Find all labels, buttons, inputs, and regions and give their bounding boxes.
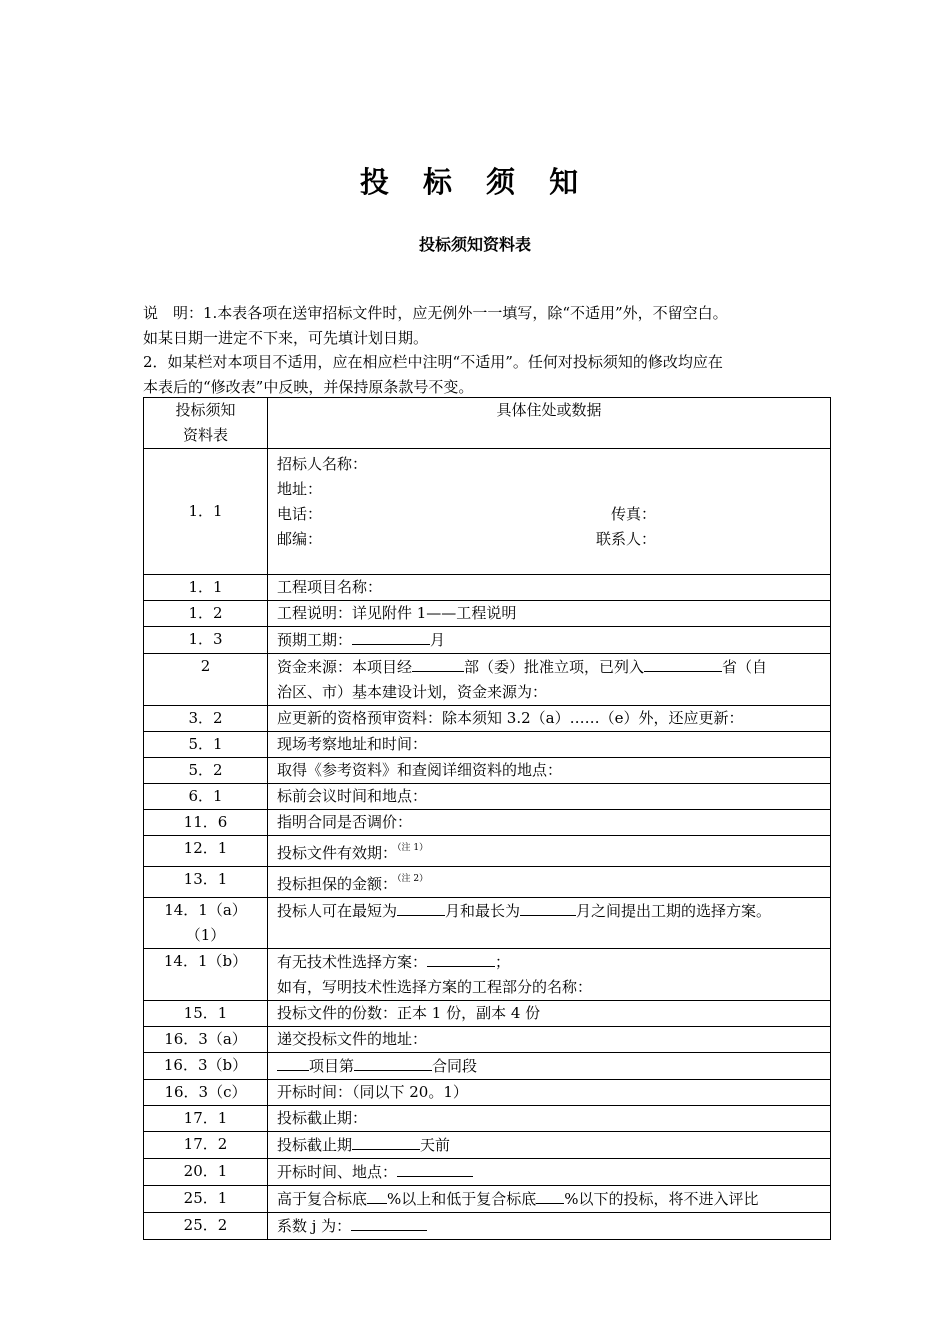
clause-number: 16．3（b） — [144, 1053, 268, 1080]
table-row — [144, 601, 831, 627]
row-content: 工程项目名称： — [268, 575, 831, 601]
clause-number: 2 — [144, 654, 268, 706]
blank-field — [352, 627, 430, 645]
clause-number: 25．1 — [144, 1186, 268, 1213]
row-content: 项目第 合同段 — [268, 1053, 831, 1080]
clause-number: 5．2 — [144, 758, 268, 784]
table-row — [144, 1080, 831, 1106]
table-row — [144, 810, 831, 836]
instruction-line: 2．如某栏对本项目不适用，应在相应栏中注明“不适用”。任何对投标须知的修改均应在 — [143, 353, 723, 371]
blank-field — [427, 949, 495, 967]
clause-number: 14．1（a） （1） — [144, 898, 268, 949]
table-row — [144, 1186, 831, 1213]
table-row — [144, 449, 831, 575]
row-content: 投标文件的份数：正本 1 份，副本 4 份 — [268, 1001, 831, 1027]
row-content: 工程说明：详见附件 1——工程说明 — [268, 601, 831, 627]
table-row — [144, 949, 831, 1001]
row-content: 取得《参考资料》和查阅详细资料的地点： — [268, 758, 831, 784]
table-header-row — [144, 398, 831, 449]
clause-number: 1．1 — [144, 575, 268, 601]
clause-number: 15．1 — [144, 1001, 268, 1027]
table-row — [144, 1132, 831, 1159]
row-content: 投标担保的金额：$^{(注 2)}$ — [268, 867, 831, 898]
table-row — [144, 654, 831, 706]
row-content: 投标人可在最短为 月和最长为 月之间提出工期的选择方案。 — [268, 898, 831, 949]
blank-field — [397, 898, 445, 916]
table-row — [144, 627, 831, 654]
blank-field — [277, 1053, 309, 1071]
blank-field — [354, 1053, 432, 1071]
row-content: 资金来源：本项目经 部（委）批准立项，已列入 省（自 治区、市）基本建设计划，资金来源为： — [268, 654, 831, 706]
clause-number: 16．3（c） — [144, 1080, 268, 1106]
blank-field — [397, 1159, 473, 1177]
clause-number: 1．3 — [144, 627, 268, 654]
row-content: 标前会议时间和地点： — [268, 784, 831, 810]
row-content: 指明合同是否调价： — [268, 810, 831, 836]
clause-number: 20．1 — [144, 1159, 268, 1186]
clause-number: 5．1 — [144, 732, 268, 758]
clause-number: 11．6 — [144, 810, 268, 836]
table-row — [144, 836, 831, 867]
clause-number: 13．1 — [144, 867, 268, 898]
table-row — [144, 1027, 831, 1053]
blank-field — [520, 898, 576, 916]
table-row — [144, 1001, 831, 1027]
row-content: 预期工期： 月 — [268, 627, 831, 654]
clause-number: 6．1 — [144, 784, 268, 810]
clause-number: 17．1 — [144, 1106, 268, 1132]
clause-number: 1．2 — [144, 601, 268, 627]
row-content: 投标截止期： — [268, 1106, 831, 1132]
row-content: 投标文件有效期：$^{(注 1)}$ — [268, 836, 831, 867]
table-row — [144, 758, 831, 784]
clause-number: 17．2 — [144, 1132, 268, 1159]
table-row — [144, 898, 831, 949]
table-row — [144, 1159, 831, 1186]
blank-field — [351, 1213, 427, 1231]
clause-number: 1．1 — [144, 449, 268, 575]
blank-field — [412, 654, 464, 672]
table-row — [144, 1053, 831, 1080]
row-content: 开标时间、地点： — [268, 1159, 831, 1186]
table-row — [144, 867, 831, 898]
row-content: 应更新的资格预审资料：除本须知 3.2（a）……（e）外，还应更新： — [268, 706, 831, 732]
instruction-line: 本表后的“修改表”中反映，并保持原条款号不变。 — [143, 377, 474, 396]
clause-number: 3．2 — [144, 706, 268, 732]
blank-field — [367, 1186, 387, 1204]
table-row — [144, 1106, 831, 1132]
bid-data-table — [143, 397, 831, 1240]
instructions — [143, 301, 833, 399]
tenderer-info: 招标人名称： 地址： 电话： 传真： 邮编： 联系人： — [268, 449, 831, 575]
blank-field — [352, 1132, 420, 1150]
header-content: 具体住处或数据 — [268, 398, 831, 449]
table-subtitle: 投标须知资料表 — [418, 235, 531, 254]
header-clause: 投标须知 资料表 — [144, 398, 268, 449]
row-content: 投标截止期 天前 — [268, 1132, 831, 1159]
footnote-mark: （注 2） — [397, 874, 429, 884]
instruction-line: 如某日期一进定不下来，可先填计划日期。 — [143, 328, 429, 347]
clause-number: 12．1 — [144, 836, 268, 867]
row-content: 高于复合标底 %以上和低于复合标底 %以下的投标，将不进入评比 — [268, 1186, 831, 1213]
table-row — [144, 732, 831, 758]
table-row — [144, 784, 831, 810]
clause-number: 16．3（a） — [144, 1027, 268, 1053]
row-content: 系数 j 为： — [268, 1213, 831, 1240]
row-content: 开标时间：（同以下 20。1） — [268, 1080, 831, 1106]
blank-field — [644, 654, 722, 672]
clause-number: 14．1（b） — [144, 949, 268, 1001]
row-content: 有无技术性选择方案： ； 如有，写明技术性选择方案的工程部分的名称： — [268, 949, 831, 1001]
table-row — [144, 706, 831, 732]
table-row — [144, 575, 831, 601]
instruction-line: 说 明：1.本表各项在送审招标文件时，应无例外一一填写，除“不适用”外，不留空白。 — [143, 304, 728, 322]
row-content: 递交投标文件的地址： — [268, 1027, 831, 1053]
footnote-mark: （注 1） — [397, 843, 429, 853]
blank-field — [536, 1186, 564, 1204]
clause-number: 25．2 — [144, 1213, 268, 1240]
row-content: 现场考察地址和时间： — [268, 732, 831, 758]
table-row — [144, 1213, 831, 1240]
page-title: 投 标 须 知 — [359, 165, 591, 199]
